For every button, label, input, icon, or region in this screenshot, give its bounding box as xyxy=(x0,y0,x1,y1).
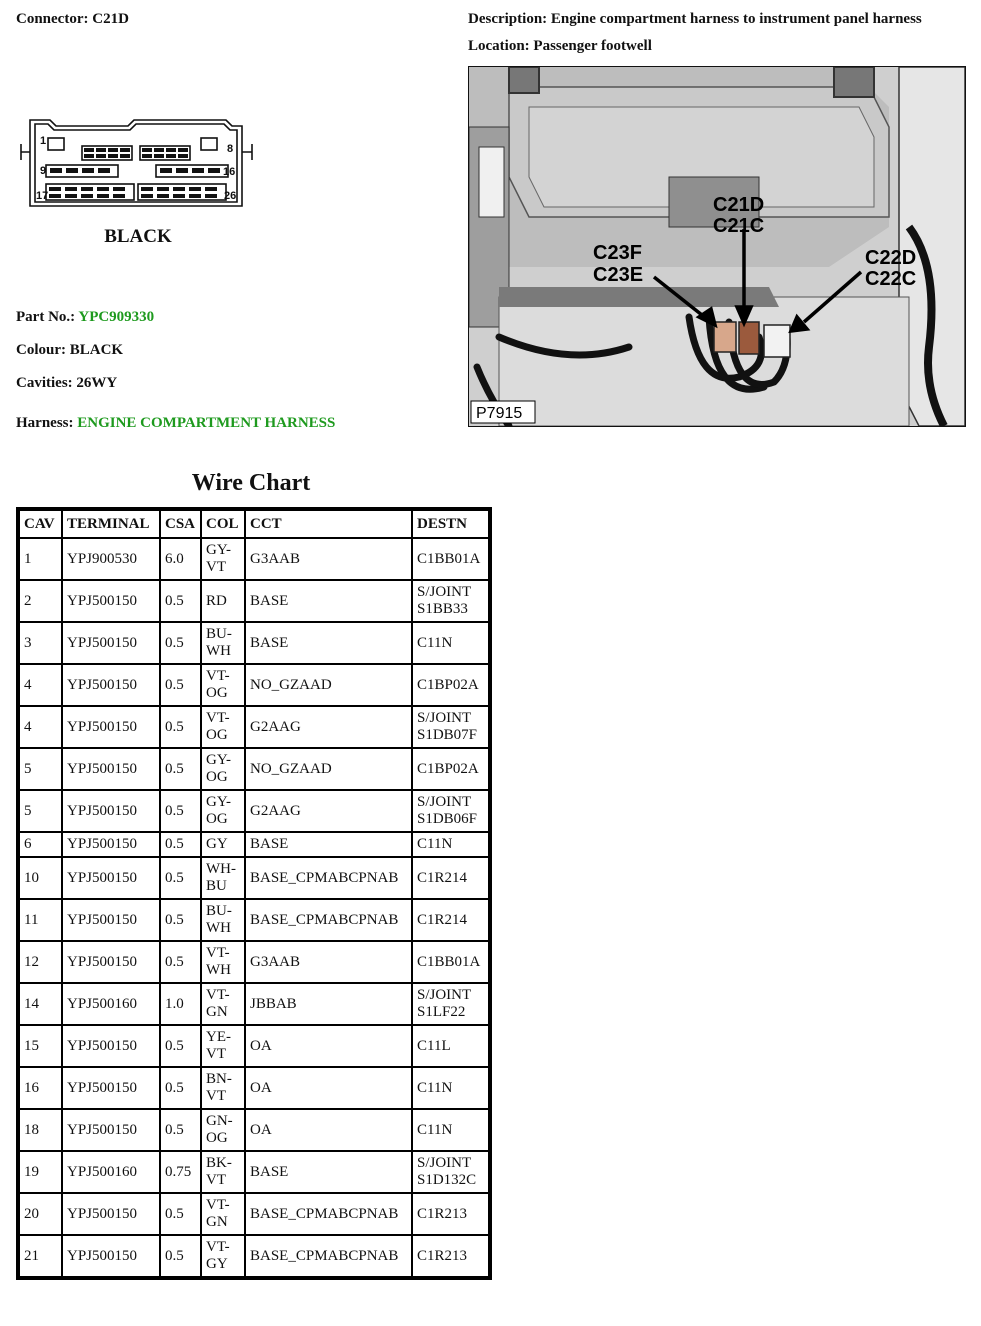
cell-csa: 0.5 xyxy=(160,1067,201,1109)
destination-line: C1R214 xyxy=(417,869,468,886)
photo-reference: P7915 xyxy=(476,405,523,422)
table-row xyxy=(19,580,489,622)
wire-colour-line: GN- xyxy=(206,1113,233,1129)
cell-cav: 14 xyxy=(19,983,62,1025)
description-line xyxy=(468,11,922,28)
header-col: COL xyxy=(201,510,245,538)
cell-csa: 0.5 xyxy=(160,1025,201,1067)
cell-cav: 15 xyxy=(19,1025,62,1067)
harness-link[interactable]: ENGINE COMPARTMENT HARNESS xyxy=(77,415,336,431)
cell-col xyxy=(201,1109,245,1151)
table-row xyxy=(19,857,489,899)
cell-cav: 5 xyxy=(19,790,62,832)
cell-cct: G2AAG xyxy=(245,790,412,832)
cell-cav: 21 xyxy=(19,1235,62,1277)
destination-line: S1DB07F xyxy=(417,727,478,743)
pin-label-1: 1 xyxy=(40,135,47,147)
destination-line: C1BB01A xyxy=(417,953,481,970)
cell-terminal: YPJ500150 xyxy=(62,857,160,899)
location-value: Passenger footwell xyxy=(533,38,652,54)
destination-line: C11N xyxy=(417,1079,453,1096)
cell-col xyxy=(201,941,245,983)
cell-destn xyxy=(412,983,489,1025)
cell-csa: 0.5 xyxy=(160,857,201,899)
wire-colour-line: WH xyxy=(206,962,231,978)
wire-colour-line: WH xyxy=(206,920,231,936)
cell-cav: 12 xyxy=(19,941,62,983)
wire-colour-line: OG xyxy=(206,685,228,701)
part-no-link[interactable]: YPC909330 xyxy=(78,309,155,325)
cell-cav: 10 xyxy=(19,857,62,899)
table-row xyxy=(19,538,489,580)
cell-csa: 0.5 xyxy=(160,664,201,706)
part-no-line xyxy=(16,309,154,326)
table-row xyxy=(19,706,489,748)
cell-cct: OA xyxy=(245,1067,412,1109)
cell-terminal: YPJ500150 xyxy=(62,664,160,706)
cell-csa: 1.0 xyxy=(160,983,201,1025)
destination-line: S/JOINT xyxy=(417,987,472,1003)
cell-destn xyxy=(412,832,489,857)
wire-colour-line: VT- xyxy=(206,1239,230,1255)
cell-destn xyxy=(412,580,489,622)
cell-csa: 0.5 xyxy=(160,706,201,748)
cell-cav: 3 xyxy=(19,622,62,664)
table-row xyxy=(19,790,489,832)
destination-line: C11N xyxy=(417,836,453,852)
destination-line: C11L xyxy=(417,1037,451,1054)
cavities-label: Cavities: xyxy=(16,375,73,391)
cell-csa: 0.5 xyxy=(160,899,201,941)
table-row xyxy=(19,748,489,790)
wire-colour-line: YE- xyxy=(206,1029,231,1045)
destination-line: S/JOINT xyxy=(417,584,472,600)
cell-terminal: YPJ900530 xyxy=(62,538,160,580)
cell-csa: 0.5 xyxy=(160,1235,201,1277)
cell-terminal: YPJ500150 xyxy=(62,832,160,857)
cell-destn xyxy=(412,857,489,899)
connector-value: C21D xyxy=(92,11,129,27)
cell-terminal: YPJ500160 xyxy=(62,983,160,1025)
table-row xyxy=(19,832,489,857)
cell-cct: BASE xyxy=(245,832,412,857)
colour-value: BLACK xyxy=(69,342,124,358)
wire-colour-line: BN- xyxy=(206,1071,232,1087)
cell-terminal: YPJ500150 xyxy=(62,1109,160,1151)
callout-c22c: C22C xyxy=(865,268,917,290)
cell-col xyxy=(201,1067,245,1109)
table-row xyxy=(19,941,489,983)
pin-label-26: 26 xyxy=(224,190,237,202)
cell-cav: 20 xyxy=(19,1193,62,1235)
destination-line: S/JOINT xyxy=(417,794,472,810)
cell-col xyxy=(201,622,245,664)
callout-c21c: C21C xyxy=(713,215,765,237)
cell-terminal: YPJ500150 xyxy=(62,706,160,748)
location-photo-drawing xyxy=(469,67,965,426)
cell-destn xyxy=(412,1151,489,1193)
cell-col xyxy=(201,857,245,899)
cell-terminal: YPJ500150 xyxy=(62,899,160,941)
table-row xyxy=(19,622,489,664)
cell-destn xyxy=(412,706,489,748)
description-value: Engine compartment harness to instrument panel harness xyxy=(550,11,922,27)
wire-colour-line: OG xyxy=(206,1130,228,1146)
destination-line: S1BB33 xyxy=(417,601,468,617)
cell-terminal: YPJ500160 xyxy=(62,1151,160,1193)
cell-cct: BASE_CPMABCPNAB xyxy=(245,1193,412,1235)
destination-line: S1DB06F xyxy=(417,811,478,827)
header-cav: CAV xyxy=(19,510,62,538)
location-line xyxy=(468,38,652,55)
table-row xyxy=(19,1193,489,1235)
cell-cav: 1 xyxy=(19,538,62,580)
cell-cct: BASE_CPMABCPNAB xyxy=(245,857,412,899)
wire-chart-table xyxy=(16,507,492,1280)
cell-cct: BASE xyxy=(245,580,412,622)
cell-destn xyxy=(412,1193,489,1235)
cell-csa: 0.5 xyxy=(160,748,201,790)
cell-cav: 4 xyxy=(19,706,62,748)
wire-colour-line: GY- xyxy=(206,752,231,768)
cell-cct: BASE_CPMABCPNAB xyxy=(245,1235,412,1277)
table-row xyxy=(19,664,489,706)
cell-destn xyxy=(412,1109,489,1151)
cell-col xyxy=(201,748,245,790)
cell-csa: 0.5 xyxy=(160,1193,201,1235)
cell-cct: BASE_CPMABCPNAB xyxy=(245,899,412,941)
description-label: Description: xyxy=(468,11,548,27)
cell-col xyxy=(201,1193,245,1235)
harness-label: Harness: xyxy=(16,415,74,431)
cell-csa: 0.5 xyxy=(160,832,201,857)
cell-terminal: YPJ500150 xyxy=(62,1025,160,1067)
wire-colour-line: VT- xyxy=(206,987,230,1003)
wire-colour-line: VT xyxy=(206,1088,226,1104)
location-photo xyxy=(468,66,966,427)
cell-terminal: YPJ500150 xyxy=(62,1235,160,1277)
cell-terminal: YPJ500150 xyxy=(62,1067,160,1109)
callout-c22d: C22D xyxy=(865,247,917,269)
cell-cav: 2 xyxy=(19,580,62,622)
cell-cav: 4 xyxy=(19,664,62,706)
cell-cct: NO_GZAAD xyxy=(245,664,412,706)
cell-destn xyxy=(412,622,489,664)
destination-line: S/JOINT xyxy=(417,1155,472,1171)
pin-label-9: 9 xyxy=(40,165,47,177)
wire-colour-line: VT xyxy=(206,559,226,575)
connector-face-diagram xyxy=(16,108,264,250)
destination-line: C1R213 xyxy=(417,1205,468,1222)
destination-line: C11N xyxy=(417,1121,453,1138)
cell-col xyxy=(201,580,245,622)
connector-colour-caption: BLACK xyxy=(104,226,172,247)
destination-line: S/JOINT xyxy=(417,710,472,726)
table-row xyxy=(19,1235,489,1277)
cell-destn xyxy=(412,1067,489,1109)
wire-colour-line: VT- xyxy=(206,668,230,684)
wire-chart-title: Wire Chart xyxy=(191,470,311,496)
wire-colour-line: VT- xyxy=(206,1197,230,1213)
wire-colour-line: GY- xyxy=(206,794,231,810)
table-row xyxy=(19,983,489,1025)
cell-cav: 6 xyxy=(19,832,62,857)
wire-colour-line: OG xyxy=(206,811,228,827)
wire-colour-line: OG xyxy=(206,727,228,743)
cavities-line xyxy=(16,375,117,392)
table-row xyxy=(19,1151,489,1193)
cell-destn xyxy=(412,1025,489,1067)
connector-label: Connector: xyxy=(16,11,89,27)
destination-line: C1BB01A xyxy=(417,550,481,567)
cell-csa: 0.5 xyxy=(160,790,201,832)
wire-colour-line: BU xyxy=(206,878,227,894)
wire-colour-line: BU- xyxy=(206,903,232,919)
harness-line xyxy=(16,415,335,432)
location-label: Location: xyxy=(468,38,530,54)
cell-cct: G3AAB xyxy=(245,538,412,580)
destination-line: C1BP02A xyxy=(417,676,479,693)
cell-csa: 0.5 xyxy=(160,580,201,622)
table-row xyxy=(19,1025,489,1067)
wire-colour-line: VT- xyxy=(206,945,230,961)
destination-line: S1D132C xyxy=(417,1172,477,1188)
colour-line xyxy=(16,342,123,359)
wire-colour-line: GY- xyxy=(206,542,231,558)
cell-col xyxy=(201,790,245,832)
callout-c21d: C21D xyxy=(713,194,765,216)
wire-colour-line: VT xyxy=(206,1046,226,1062)
cell-terminal: YPJ500150 xyxy=(62,790,160,832)
header-destn: DESTN xyxy=(412,510,489,538)
cell-col xyxy=(201,1025,245,1067)
cell-destn xyxy=(412,538,489,580)
pin-label-8: 8 xyxy=(227,143,234,155)
wire-colour-line: GY xyxy=(206,1256,228,1272)
wire-colour-line: BK- xyxy=(206,1155,232,1171)
cell-cav: 19 xyxy=(19,1151,62,1193)
cell-terminal: YPJ500150 xyxy=(62,622,160,664)
cell-terminal: YPJ500150 xyxy=(62,941,160,983)
cell-col xyxy=(201,706,245,748)
cell-csa: 0.5 xyxy=(160,941,201,983)
table-row xyxy=(19,1067,489,1109)
cell-cct: BASE xyxy=(245,1151,412,1193)
cell-col xyxy=(201,664,245,706)
cell-col xyxy=(201,1151,245,1193)
header-csa: CSA xyxy=(160,510,201,538)
pin-label-16: 16 xyxy=(223,166,236,178)
cell-terminal: YPJ500150 xyxy=(62,748,160,790)
wire-colour-line: GN xyxy=(206,1214,228,1230)
cell-csa: 0.75 xyxy=(160,1151,201,1193)
cell-cct: OA xyxy=(245,1109,412,1151)
wire-colour-line: WH- xyxy=(206,861,236,877)
connector-face-drawing xyxy=(16,108,264,250)
destination-line: C1R213 xyxy=(417,1247,468,1264)
wire-colour-line: RD xyxy=(206,592,227,609)
cell-destn xyxy=(412,748,489,790)
cell-terminal: YPJ500150 xyxy=(62,580,160,622)
cell-col xyxy=(201,899,245,941)
wire-colour-line: WH xyxy=(206,643,231,659)
pin-label-17: 17 xyxy=(36,190,49,202)
table-row xyxy=(19,899,489,941)
header-cct: CCT xyxy=(245,510,412,538)
wire-chart-body xyxy=(19,538,489,1277)
cell-terminal: YPJ500150 xyxy=(62,1193,160,1235)
wire-colour-line: GN xyxy=(206,1004,228,1020)
destination-line: C11N xyxy=(417,634,453,651)
cell-cav: 5 xyxy=(19,748,62,790)
wire-colour-line: VT- xyxy=(206,710,230,726)
cell-destn xyxy=(412,1235,489,1277)
cell-csa: 0.5 xyxy=(160,622,201,664)
wire-colour-line: GY xyxy=(206,836,228,852)
wire-colour-line: BU- xyxy=(206,626,232,642)
cell-col xyxy=(201,1235,245,1277)
wire-colour-line: OG xyxy=(206,769,228,785)
cell-cav: 16 xyxy=(19,1067,62,1109)
destination-line: C1R214 xyxy=(417,911,468,928)
callout-c23e: C23E xyxy=(593,264,644,286)
cell-csa: 6.0 xyxy=(160,538,201,580)
colour-label: Colour: xyxy=(16,342,66,358)
cell-cav: 18 xyxy=(19,1109,62,1151)
cell-cav: 11 xyxy=(19,899,62,941)
cell-cct: G3AAB xyxy=(245,941,412,983)
cell-destn xyxy=(412,899,489,941)
wire-colour-line: VT xyxy=(206,1172,226,1188)
table-row xyxy=(19,1109,489,1151)
header-terminal: TERMINAL xyxy=(62,510,160,538)
cell-col xyxy=(201,538,245,580)
cell-col xyxy=(201,832,245,857)
cell-destn xyxy=(412,664,489,706)
cell-destn xyxy=(412,941,489,983)
table-header-row xyxy=(19,510,489,538)
callout-c23f: C23F xyxy=(593,242,642,264)
cell-csa: 0.5 xyxy=(160,1109,201,1151)
cell-col xyxy=(201,983,245,1025)
destination-line: S1LF22 xyxy=(417,1004,466,1020)
connector-line xyxy=(16,11,129,28)
cell-destn xyxy=(412,790,489,832)
cell-cct: BASE xyxy=(245,622,412,664)
cell-cct: G2AAG xyxy=(245,706,412,748)
part-no-label: Part No.: xyxy=(16,309,76,325)
destination-line: C1BP02A xyxy=(417,760,479,777)
cell-cct: NO_GZAAD xyxy=(245,748,412,790)
cell-cct: JBBAB xyxy=(245,983,412,1025)
cell-cct: OA xyxy=(245,1025,412,1067)
cavities-value: 26WY xyxy=(76,375,118,391)
